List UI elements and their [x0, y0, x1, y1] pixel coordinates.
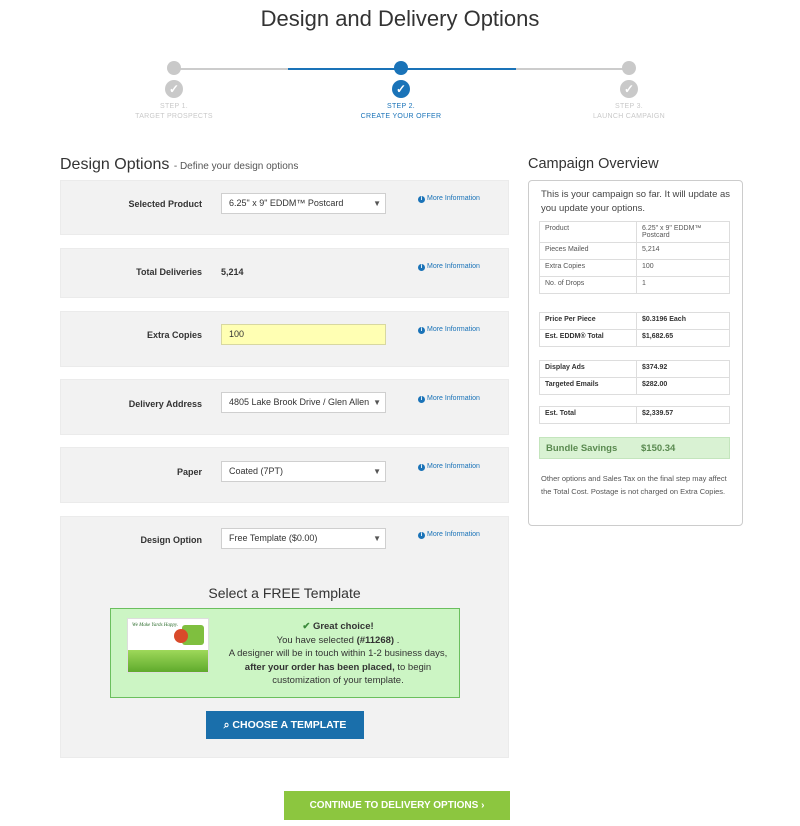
more-info-text: More Information: [427, 195, 480, 202]
table-row: [540, 378, 730, 395]
table-cell: 100: [637, 260, 730, 277]
more-info-text: More Information: [427, 395, 480, 402]
caret-down-icon: ▼: [373, 534, 381, 543]
table-cell: $374.92: [637, 361, 730, 378]
step-number: STEP 3.: [614, 103, 644, 110]
delivery-address-select[interactable]: [221, 392, 386, 413]
thumbnail-tomato: [174, 629, 188, 643]
table-cell: Extra Copies: [540, 260, 637, 277]
selected-product-row: [60, 180, 509, 235]
overview-disclaimer: Other options and Sales Tax on the final step may affect the Total Cost. Postage is not charged on Extra Copies.: [541, 474, 727, 496]
check-icon[interactable]: ✓: [165, 80, 183, 98]
customization-text: to begin customization of your template.: [272, 661, 432, 686]
campaign-overview-heading: Campaign Overview: [528, 156, 659, 172]
table-row: [540, 277, 730, 294]
template-confirmation-text: [223, 620, 453, 688]
step-3-dot: [622, 61, 636, 75]
design-option-select[interactable]: [221, 528, 386, 549]
pricing-table: [539, 312, 730, 347]
check-icon[interactable]: ✓: [392, 80, 410, 98]
progress-stepper: [0, 60, 800, 130]
table-row: [540, 222, 730, 243]
table-cell: Targeted Emails: [540, 378, 637, 395]
selected-prefix: You have selected: [276, 634, 354, 646]
continue-label: CONTINUE TO DELIVERY OPTIONS: [309, 800, 479, 811]
step-3-label[interactable]: [549, 102, 709, 122]
more-info-text: More Information: [427, 263, 480, 270]
caret-down-icon: ▼: [371, 393, 381, 412]
table-row: [540, 361, 730, 378]
table-row: [540, 330, 730, 347]
stepper-track-upcoming: [516, 68, 629, 70]
extra-copies-input[interactable]: 100: [221, 324, 386, 345]
check-icon[interactable]: ✓: [620, 80, 638, 98]
more-information-link[interactable]: [418, 326, 480, 334]
step-title: TARGET PROSPECTS: [135, 113, 213, 120]
design-options-subtitle: - Define your design options: [173, 161, 299, 172]
choose-template-label: CHOOSE A TEMPLATE: [232, 719, 347, 731]
table-cell: Display Ads: [540, 361, 637, 378]
selected-suffix: .: [396, 634, 400, 646]
table-cell: $282.00: [637, 378, 730, 395]
paper-value: Coated (7PT): [229, 466, 284, 476]
more-information-link[interactable]: [418, 395, 480, 403]
campaign-details-table: [539, 221, 730, 294]
table-cell: Pieces Mailed: [540, 243, 637, 260]
step-number: STEP 1.: [159, 103, 189, 110]
delivery-address-row: [60, 379, 509, 435]
table-cell: 5,214: [637, 243, 730, 260]
template-thumbnail-text: We Make Yards Happy.: [132, 623, 179, 628]
total-deliveries-label: Total Deliveries: [136, 267, 202, 277]
step-number: STEP 2.: [386, 103, 416, 110]
search-icon: ⌕: [223, 719, 230, 731]
bundle-savings-label: Bundle Savings: [546, 443, 618, 454]
bundle-savings: [539, 437, 730, 459]
design-options-heading: [60, 156, 298, 174]
more-info-text: More Information: [427, 326, 480, 333]
selected-product-select[interactable]: [221, 193, 386, 214]
table-cell: $1,682.65: [637, 330, 730, 347]
table-row: [540, 243, 730, 260]
total-deliveries-row: [60, 248, 509, 298]
step-2-dot: [394, 61, 408, 75]
info-icon: i: [418, 532, 425, 539]
choose-template-button[interactable]: [206, 711, 364, 739]
more-info-text: More Information: [427, 463, 480, 470]
template-selection-confirmation: [110, 608, 460, 698]
designer-contact-text: A designer will be in touch within 1-2 business days,: [228, 648, 448, 659]
checkmark-icon: ✔: [302, 621, 311, 632]
paper-label: Paper: [176, 467, 202, 477]
more-information-link[interactable]: [418, 195, 480, 203]
selected-template-id: (#11268): [356, 634, 395, 646]
info-icon: i: [418, 464, 425, 471]
selected-product-label: Selected Product: [128, 199, 202, 209]
table-cell: No. of Drops: [540, 277, 637, 294]
table-cell: $0.3196 Each: [637, 313, 730, 330]
more-information-link[interactable]: [418, 263, 480, 271]
step-1-dot: [167, 61, 181, 75]
delivery-address-label: Delivery Address: [128, 399, 202, 409]
more-info-text: More Information: [427, 531, 480, 538]
select-template-heading: Select a FREE Template: [208, 585, 361, 601]
table-row: [540, 313, 730, 330]
design-option-label: Design Option: [140, 535, 202, 545]
info-icon: i: [418, 327, 425, 334]
thumbnail-grass: [128, 650, 208, 672]
total-deliveries-value: 5,214: [221, 267, 244, 277]
info-icon: i: [418, 196, 425, 203]
step-1-label[interactable]: [94, 102, 254, 122]
table-cell: 1: [637, 277, 730, 294]
extra-copies-label: Extra Copies: [146, 330, 202, 340]
bundle-savings-value: $150.34: [641, 443, 676, 454]
table-row: [540, 260, 730, 277]
table-cell: Price Per Piece: [540, 313, 637, 330]
chevron-right-icon: ›: [481, 800, 485, 811]
after-order-text: after your order has been placed,: [244, 661, 395, 673]
step-title: LAUNCH CAMPAIGN: [592, 113, 666, 120]
template-thumbnail[interactable]: [127, 618, 209, 673]
great-choice-text: Great choice!: [312, 621, 374, 632]
table-cell: Est. EDDM® Total: [540, 330, 637, 347]
continue-to-delivery-button[interactable]: [284, 791, 510, 820]
more-information-link[interactable]: [418, 531, 480, 539]
delivery-address-value: 4805 Lake Brook Drive / Glen Allen: [229, 397, 370, 407]
caret-down-icon: ▼: [373, 199, 381, 208]
step-2-label[interactable]: [321, 102, 481, 122]
stepper-track-done: [174, 68, 288, 70]
page-title: Design and Delivery Options: [260, 6, 540, 31]
table-cell: Product: [540, 222, 637, 243]
campaign-overview-intro: This is your campaign so far. It will update as you update your options.: [541, 189, 731, 214]
caret-down-icon: ▼: [373, 467, 381, 476]
campaign-overview-panel: [528, 180, 743, 526]
info-icon: i: [418, 396, 425, 403]
info-icon: i: [418, 264, 425, 271]
design-options-title: Design Options: [60, 156, 170, 173]
table-cell: Est. Total: [540, 407, 637, 424]
paper-select[interactable]: [221, 461, 386, 482]
design-option-value: Free Template ($0.00): [229, 533, 318, 543]
selected-product-value: 6.25" x 9" EDDM™ Postcard: [229, 198, 344, 208]
addons-table: [539, 360, 730, 395]
extra-copies-row: [60, 311, 509, 367]
step-title: CREATE YOUR OFFER: [360, 113, 442, 120]
total-table: [539, 406, 730, 424]
table-row: [540, 407, 730, 424]
more-information-link[interactable]: [418, 463, 480, 471]
table-cell: $2,339.57: [637, 407, 730, 424]
table-cell: 6.25" x 9" EDDM™ Postcard: [637, 222, 730, 243]
paper-row: [60, 447, 509, 503]
